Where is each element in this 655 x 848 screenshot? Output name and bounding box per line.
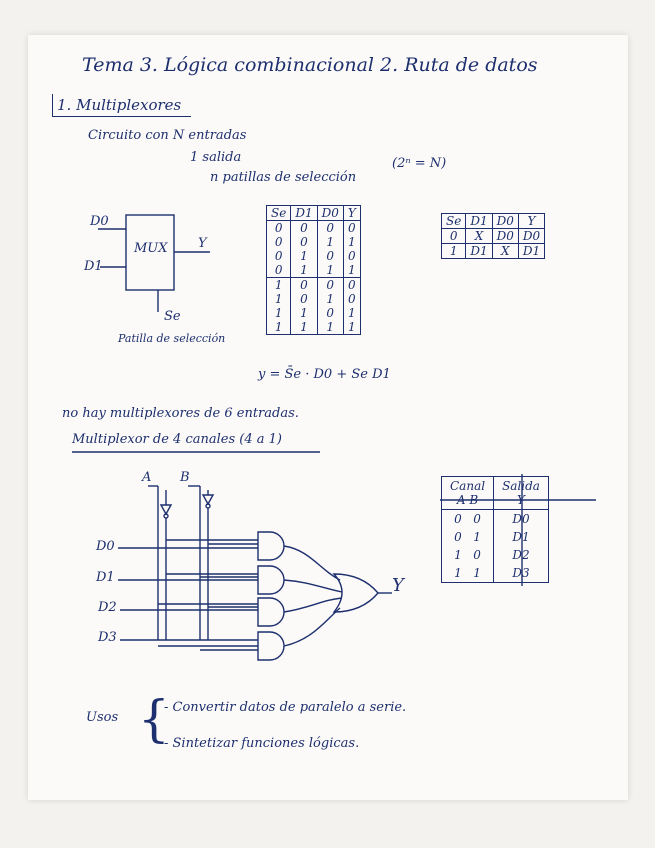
truth-table-full xyxy=(266,205,361,335)
tt2-cell: D0 xyxy=(492,229,518,244)
tt1-cell: 0 xyxy=(343,221,360,236)
tt2-cell: D0 xyxy=(518,229,544,244)
page-title: Tema 3. Lógica combinacional 2. Ruta de datos xyxy=(82,54,538,76)
tt2-header: D0 xyxy=(492,214,518,229)
channel-table xyxy=(441,476,549,583)
table-row xyxy=(267,249,361,263)
table-row xyxy=(442,244,545,259)
channel-b: 0 xyxy=(473,512,481,526)
tt1-header: D0 xyxy=(317,206,343,221)
tt1-cell: 0 xyxy=(317,221,343,236)
tt2-cell: 1 xyxy=(442,244,466,259)
uses-item-2: - Sintetizar funciones lógicas. xyxy=(164,736,360,751)
tt1-cell: 0 xyxy=(291,292,317,306)
mux-input-d0: D0 xyxy=(90,214,109,229)
table-row xyxy=(442,510,549,529)
table-row xyxy=(442,564,549,583)
uses-item-1: - Convertir datos de paralelo a serie. xyxy=(164,700,407,715)
circuit-note-line3: n patillas de selección xyxy=(210,170,357,185)
tt2-header: D1 xyxy=(466,214,492,229)
channel-header-left-sub: A B xyxy=(456,493,479,507)
table-row xyxy=(267,235,361,249)
channel-b: 1 xyxy=(473,530,481,544)
mux4-input-d3: D3 xyxy=(98,630,117,645)
tt1-cell: 1 xyxy=(291,320,317,335)
channel-header-left-text: Canal xyxy=(450,479,486,493)
tt1-cell: 0 xyxy=(291,278,317,293)
table-row xyxy=(267,278,361,293)
tt1-cell: 1 xyxy=(267,278,291,293)
tt1-cell: 1 xyxy=(343,263,360,278)
channel-cell xyxy=(442,510,494,529)
circuit-note-line2: 1 salida xyxy=(190,150,242,165)
mux-select-label: Se xyxy=(164,309,181,324)
tt2-cell: D1 xyxy=(466,244,492,259)
table-row xyxy=(442,229,545,244)
channel-b: 0 xyxy=(473,548,481,562)
channel-a: 0 xyxy=(454,512,462,526)
table-row xyxy=(267,320,361,335)
channel-out: D3 xyxy=(494,564,549,583)
table-row xyxy=(442,546,549,564)
select-b-label: B xyxy=(180,470,190,485)
tt1-cell: 1 xyxy=(317,263,343,278)
tt2-cell: 0 xyxy=(442,229,466,244)
circuit-note-line1: Circuito con N entradas xyxy=(88,128,247,143)
uses-brace: { xyxy=(138,690,170,748)
tt1-cell: 1 xyxy=(267,306,291,320)
tt1-cell: 1 xyxy=(343,306,360,320)
mux4-heading: Multiplexor de 4 canales (4 a 1) xyxy=(72,432,282,447)
mux4-input-d1: D1 xyxy=(96,570,115,585)
tt1-cell: 0 xyxy=(343,292,360,306)
table-row xyxy=(267,306,361,320)
channel-out: D1 xyxy=(494,528,549,546)
channel-header-right xyxy=(494,477,549,510)
tt1-cell: 1 xyxy=(343,235,360,249)
tt2-cell: D1 xyxy=(518,244,544,259)
channel-a: 0 xyxy=(454,530,462,544)
tt1-cell: 1 xyxy=(343,320,360,335)
mux4-input-d0: D0 xyxy=(96,539,115,554)
tt1-header: Se xyxy=(267,206,291,221)
table-row xyxy=(267,263,361,278)
channel-cell xyxy=(442,564,494,583)
tt1-cell: 0 xyxy=(317,249,343,263)
tt1-cell: 0 xyxy=(267,235,291,249)
tt1-cell: 1 xyxy=(317,292,343,306)
tt1-cell: 1 xyxy=(267,320,291,335)
tt1-cell: 0 xyxy=(291,235,317,249)
table-row xyxy=(267,292,361,306)
note-no-six-inputs: no hay multiplexores de 6 entradas. xyxy=(62,406,299,421)
tt1-cell: 0 xyxy=(317,306,343,320)
tt1-header: D1 xyxy=(291,206,317,221)
tt1-cell: 1 xyxy=(291,263,317,278)
mux-output-y: Y xyxy=(198,236,207,251)
tt2-header: Se xyxy=(442,214,466,229)
tt1-cell: 0 xyxy=(267,263,291,278)
channel-header-right-text: Salida xyxy=(502,479,540,493)
channel-header-left xyxy=(442,477,494,510)
section-heading: 1. Multiplexores xyxy=(52,94,191,117)
tt2-cell: X xyxy=(492,244,518,259)
table-row xyxy=(442,528,549,546)
channel-cell xyxy=(442,546,494,564)
tt1-cell: 1 xyxy=(317,235,343,249)
channel-a: 1 xyxy=(454,548,462,562)
tt1-cell: 0 xyxy=(267,249,291,263)
tt1-cell: 0 xyxy=(343,249,360,263)
tt1-cell: 0 xyxy=(291,221,317,236)
mux-block-label: MUX xyxy=(134,241,168,256)
tt1-cell: 1 xyxy=(317,320,343,335)
mux-equation: y = S̄e · D0 + Se D1 xyxy=(258,367,391,382)
mux4-output-y: Y xyxy=(392,575,404,596)
select-a-label: A xyxy=(142,470,152,485)
tt2-header: Y xyxy=(518,214,544,229)
channel-header-right-sub: Y xyxy=(517,493,525,507)
circuit-note-formula: (2ⁿ = N) xyxy=(392,156,447,171)
mux-select-caption: Patilla de selección xyxy=(118,332,226,345)
tt1-cell: 1 xyxy=(291,306,317,320)
channel-b: 1 xyxy=(473,566,481,580)
table-row xyxy=(267,221,361,236)
tt1-header: Y xyxy=(343,206,360,221)
tt2-cell: X xyxy=(466,229,492,244)
truth-table-compact xyxy=(441,213,545,259)
uses-label: Usos xyxy=(86,710,119,725)
tt1-cell: 1 xyxy=(267,292,291,306)
channel-out: D0 xyxy=(494,510,549,529)
channel-a: 1 xyxy=(454,566,462,580)
tt1-cell: 0 xyxy=(343,278,360,293)
mux4-input-d2: D2 xyxy=(98,600,117,615)
mux-input-d1: D1 xyxy=(84,259,103,274)
channel-out: D2 xyxy=(494,546,549,564)
tt1-cell: 0 xyxy=(267,221,291,236)
channel-cell xyxy=(442,528,494,546)
tt1-cell: 0 xyxy=(317,278,343,293)
tt1-cell: 1 xyxy=(291,249,317,263)
